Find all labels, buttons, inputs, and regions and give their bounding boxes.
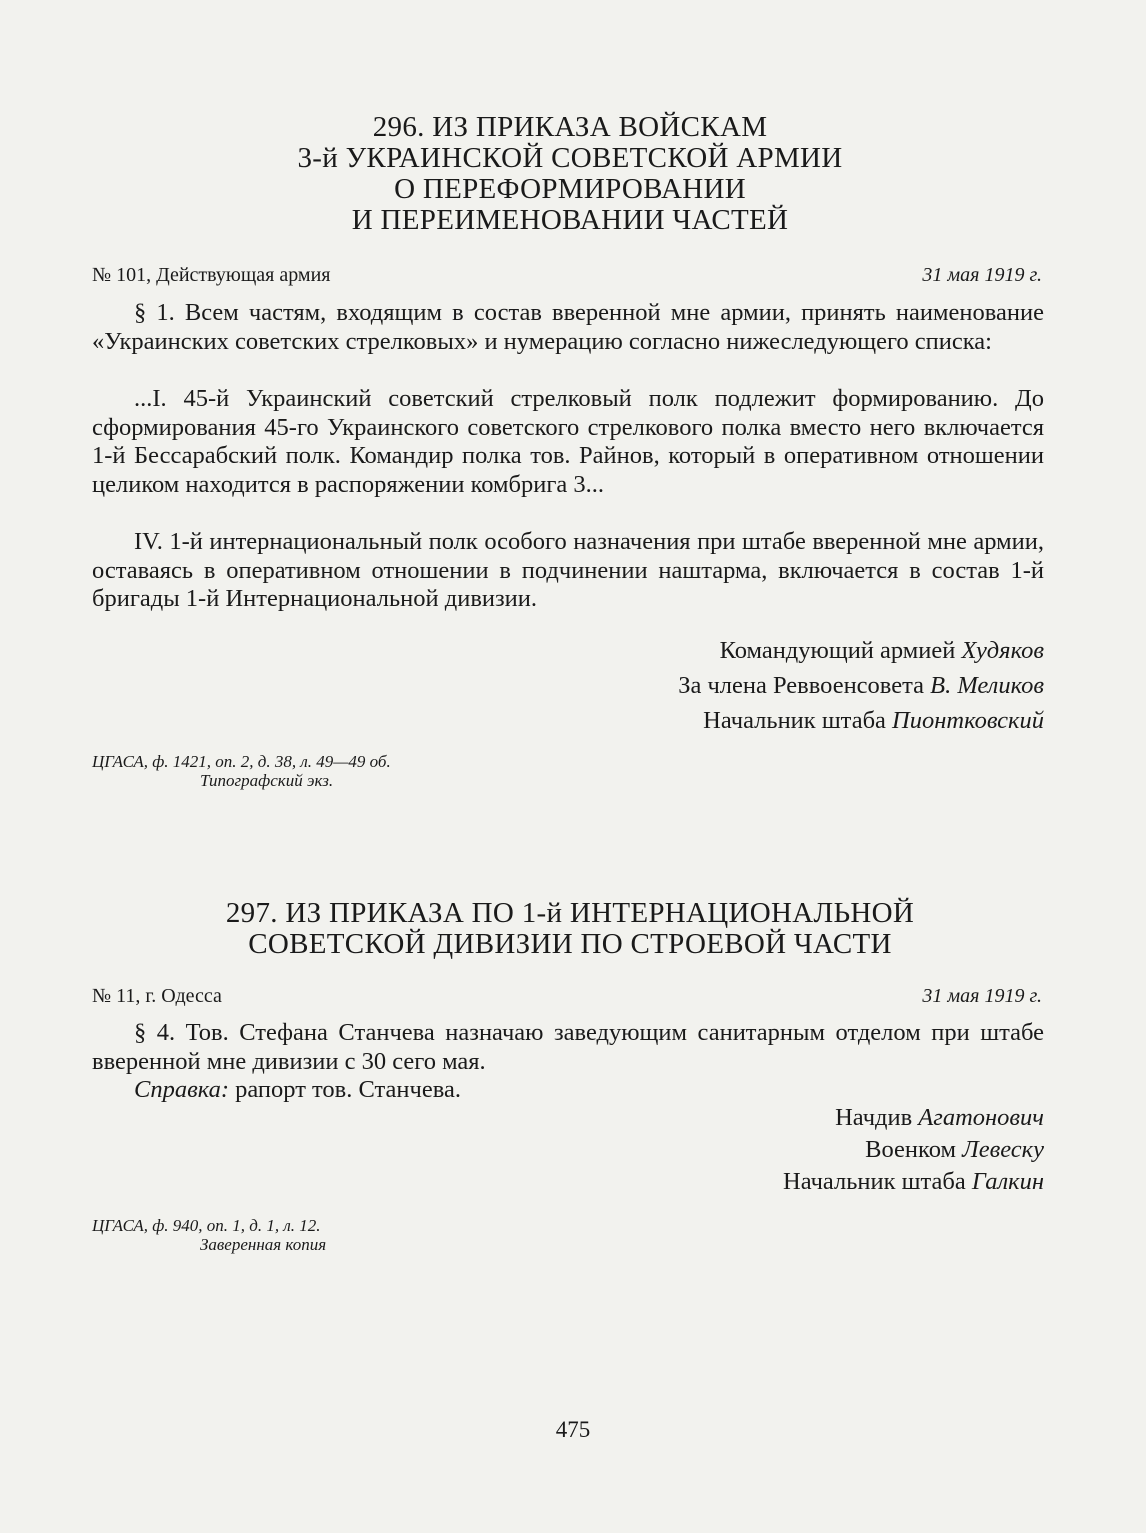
- doc296-paragraph-3: IV. 1-й интернациональный полк особого назначения при штабе вверенной мне армии, оставаясь в оперативном отношении в подчинении наштарма, включается в состав 1-й бригады 1-й Интернациональной дивизии.: [92, 528, 1044, 612]
- doc297-title: [150, 898, 990, 960]
- doc296-title-line: 296. ИЗ ПРИКАЗА ВОЙСКАМ: [372, 111, 768, 143]
- signature-role: Начдив: [835, 1104, 913, 1131]
- doc297-signature-2: [865, 1136, 1044, 1164]
- archive-reference: ЦГАСА, ф. 940, оп. 1, д. 1, л. 12.: [92, 1216, 321, 1235]
- doc296-meta: [92, 264, 1042, 292]
- doc296-signature-3: [703, 707, 1044, 735]
- doc296-title: [150, 112, 990, 236]
- doc296-title-line: И ПЕРЕИМЕНОВАНИИ ЧАСТЕЙ: [351, 204, 789, 236]
- signature-name: Худяков: [961, 637, 1044, 664]
- doc296-paragraph-1: § 1. Всем частям, входящим в состав вверенной мне армии, принять наименование «Украинских советских стрелковых» и нумерацию согласно нижеследующего списка:: [92, 299, 1044, 355]
- archive-note: Заверенная копия: [200, 1235, 327, 1254]
- signature-name: Агатонович: [918, 1104, 1044, 1131]
- signature-role: Начальник штаба: [783, 1168, 966, 1195]
- archive-note: Типографский экз.: [200, 771, 334, 790]
- doc297-reference-note: [134, 1076, 461, 1104]
- signature-role: Военком: [865, 1136, 956, 1163]
- doc297-title-line: 297. ИЗ ПРИКАЗА ПО 1-й ИНТЕРНАЦИОНАЛЬНОЙ: [225, 897, 915, 929]
- signature-name: В. Меликов: [930, 672, 1044, 699]
- signature-name: Пионтковский: [892, 707, 1044, 734]
- signature-role: Командующий армией: [719, 637, 956, 664]
- doc297-number-place: № 11, г. Одесса: [92, 985, 222, 1007]
- note-label: Справка:: [134, 1076, 229, 1103]
- doc296-number-place: № 101, Действующая армия: [92, 264, 331, 286]
- signature-name: Левеску: [962, 1136, 1044, 1163]
- archive-reference: ЦГАСА, ф. 1421, оп. 2, д. 38, л. 49—49 об.: [92, 752, 391, 771]
- doc296-title-line: 3-й УКРАИНСКОЙ СОВЕТСКОЙ АРМИИ: [297, 142, 843, 174]
- doc297-signature-3: [783, 1168, 1044, 1196]
- doc297-meta: [92, 985, 1042, 1013]
- note-text: рапорт тов. Станчева.: [229, 1076, 461, 1103]
- doc297-title-line: СОВЕТСКОЙ ДИВИЗИИ ПО СТРОЕВОЙ ЧАСТИ: [248, 928, 892, 960]
- doc296-paragraph-2: ...I. 45-й Украинский советский стрелковый полк подлежит формированию. До сформирования 45-го Украинского советского стрелкового полка вместо него включается 1-й Бессарабский полк. Командир полка тов. Райнов, который в оперативном отношении целиком находится в распоряжении комбрига 3...: [92, 385, 1044, 498]
- doc296-signature-1: [720, 637, 1044, 665]
- doc297-signature-1: [835, 1104, 1044, 1132]
- doc296-source: [92, 752, 391, 790]
- doc296-title-line: О ПЕРЕФОРМИРОВАНИИ: [394, 173, 746, 205]
- signature-role: Начальник штаба: [703, 707, 886, 734]
- doc297-paragraph-1: § 4. Тов. Стефана Станчева назначаю заведующим санитарным отделом при штабе вверенной мне дивизии с 30 сего мая.: [92, 1019, 1044, 1075]
- doc296-signature-2: [678, 672, 1044, 700]
- signature-name: Галкин: [971, 1168, 1044, 1195]
- signature-role: За члена Реввоенсовета: [678, 672, 924, 699]
- page-number: 475: [555, 1417, 591, 1442]
- doc297-date: 31 мая 1919 г.: [922, 985, 1042, 1007]
- doc297-source: [92, 1216, 326, 1254]
- doc296-date: 31 мая 1919 г.: [922, 264, 1042, 286]
